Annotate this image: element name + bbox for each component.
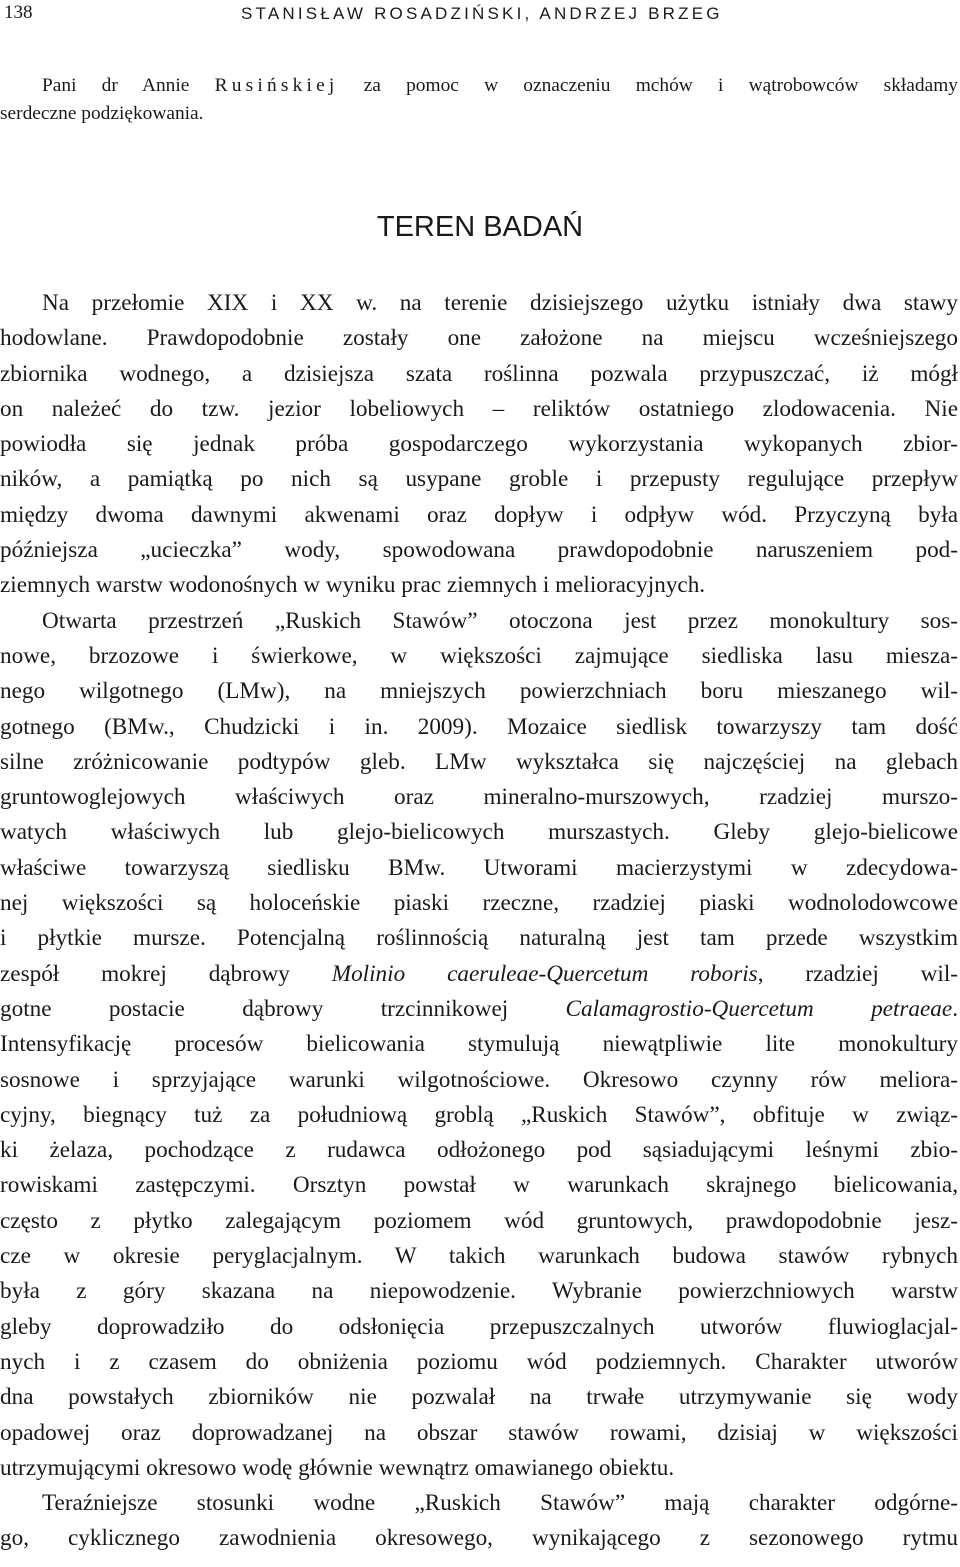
line-text: watych właściwych lub glejo-bielicowych murszastych. Gleby glejo-bielicowe — [0, 819, 958, 846]
body-text — [0, 286, 958, 1557]
text-line — [0, 674, 958, 709]
line-text: go, cyklicznego zawodnienia okresowego, wynikającego z sezonowego rytmu — [0, 1525, 958, 1552]
taxon-name: Calamagrostio-Quercetum petraeae — [565, 995, 953, 1022]
paragraph-1 — [0, 286, 958, 604]
line-text: zespół mokrej dąbrowy — [0, 960, 332, 987]
text-line — [0, 1204, 958, 1239]
line-text: nego wilgotnego (LMw), na mniejszych powierzchniach boru mieszanego wil- — [0, 678, 958, 705]
text-line — [0, 780, 958, 815]
ack-before-name: Pani dr Annie — [42, 75, 215, 96]
line-text: Otwarta przestrzeń „Ruskich Stawów” otoczona jest przez monokultury sos- — [42, 607, 958, 634]
text-line — [0, 710, 958, 745]
line-text: on należeć do tzw. jezior lobeliowych – reliktów ostatniego zlodowacenia. Nie — [0, 395, 958, 422]
ack-after-name: za pomoc w oznaczeniu mchów i wątrobowców składamy — [338, 75, 958, 96]
line-text: i płytkie mursze. Potencjalną roślinnością naturalną jest tam przede wszystkim — [0, 925, 958, 952]
line-text: była z góry skazana na niepowodzenie. Wybranie powierzchniowych warstw — [0, 1278, 958, 1305]
text-line — [0, 886, 958, 921]
text-line — [0, 1416, 958, 1451]
line-text: właściwe towarzyszą siedlisku BMw. Utworami macierzystymi w zdecydowa- — [0, 854, 958, 881]
text-line — [0, 1451, 958, 1486]
text-line — [0, 1133, 958, 1168]
line-text: ziemnych warstw wodonośnych w wyniku prac ziemnych i melioracyjnych. — [0, 572, 706, 599]
line-text: gotne postacie dąbrowy trzcinnikowej — [0, 995, 566, 1022]
text-line — [0, 427, 958, 462]
text-line — [0, 498, 958, 533]
acknowledgement-line-2: serdeczne podziękowania. — [0, 103, 204, 124]
text-line — [0, 604, 958, 639]
page-number: 138 — [4, 2, 33, 23]
line-text: ników, a pamiątką po nich są usypane groble i przepusty regulujące przepływ — [0, 466, 958, 493]
text-line — [0, 286, 958, 321]
text-line — [0, 639, 958, 674]
line-text: między dwoma dawnymi akwenami oraz dopływ i odpływ wód. Przyczyną była — [0, 501, 958, 528]
line-text: opadowej oraz doprowadzanej na obszar stawów rowami, dzisiaj w większości — [0, 1419, 958, 1446]
text-line — [0, 392, 958, 427]
acknowledgement — [0, 72, 958, 128]
line-text: gotnego (BMw., Chudzicki i in. 2009). Mozaice siedlisk towarzyszy tam dość — [0, 713, 958, 740]
text-line — [0, 1098, 958, 1133]
line-text: Na przełomie XIX i XX w. na terenie dzisiejszego użytku istniały dwa stawy — [42, 290, 958, 316]
text-line — [0, 1380, 958, 1415]
text-line — [0, 1310, 958, 1345]
text-line — [0, 921, 958, 956]
text-line — [0, 321, 958, 356]
text-line — [0, 1345, 958, 1380]
line-text: zbiornika wodnego, a dzisiejsza szata roślinna pozwala przypuszczać, iż mógł — [0, 360, 958, 387]
text-line — [0, 462, 958, 497]
text-line — [0, 357, 958, 392]
text-line — [0, 1521, 958, 1556]
paragraph-3 — [0, 1486, 958, 1557]
acknowledgement-line-1 — [0, 72, 958, 100]
line-text: nych i z czasem do obniżenia poziomu wód podziemnych. Charakter utworów — [0, 1348, 958, 1375]
line-text: Teraźniejsze stosunki wodne „Ruskich Stawów” mają charakter odgórne- — [42, 1490, 958, 1517]
line-text: utrzymującymi okresowo wodę głównie wewnątrz omawianego obiektu. — [0, 1454, 675, 1481]
line-text: późniejsza „ucieczka” wody, spowodowana prawdopodobnie naruszeniem pod- — [0, 537, 958, 564]
line-text: Intensyfikację procesów bielicowania stymulują niewątpliwie lite monokultury — [0, 1031, 958, 1058]
section-heading: TEREN BADAŃ — [376, 211, 584, 243]
line-text: rowiskami zastępczymi. Orsztyn powstał w warunkach skrajnego bielicowania, — [0, 1172, 958, 1199]
text-line — [0, 1486, 958, 1521]
line-text: cyjny, biegnący tuż za południową groblą „Ruskich Stawów”, obfituje w związ- — [0, 1101, 958, 1128]
text-line — [0, 815, 958, 850]
line-text: , rzadziej wil- — [757, 960, 959, 987]
line-text: często z płytko zalegającym poziomem wód gruntowych, prawdopodobnie jesz- — [0, 1207, 958, 1234]
line-text: powiodła się jednak próba gospodarczego wykorzystania wykopanych zbior- — [0, 431, 958, 458]
text-line — [0, 1274, 958, 1309]
text-line — [0, 992, 958, 1027]
running-title: STANISŁAW ROSADZIŃSKI, ANDRZEJ BRZEG — [241, 4, 723, 23]
paragraph-2 — [0, 604, 958, 1486]
line-text: hodowlane. Prawdopodobnie zostały one założone na miejscu wcześniejszego — [0, 325, 958, 352]
ack-spaced-name: Rusińskiej — [214, 75, 339, 96]
text-line — [0, 1239, 958, 1274]
line-text: nowe, brzozowe i świerkowe, w większości zajmujące siedliska lasu miesza- — [0, 642, 958, 669]
text-line — [0, 568, 958, 603]
text-line — [0, 533, 958, 568]
text-line — [0, 1168, 958, 1203]
line-text: cze w okresie peryglacjalnym. W takich warunkach budowa stawów rybnych — [0, 1243, 958, 1270]
text-line — [0, 851, 958, 886]
text-line — [0, 1063, 958, 1098]
line-text: sosnowe i sprzyjające warunki wilgotnościowe. Okresowo czynny rów meliora- — [0, 1066, 958, 1093]
line-text: gruntowoglejowych właściwych oraz mineralno-murszowych, rzadziej murszo- — [0, 784, 958, 811]
line-text: silne zróżnicowanie podtypów gleb. LMw wykształca się najczęściej na glebach — [0, 748, 958, 775]
line-text: dna powstałych zbiorników nie pozwalał na trwałe utrzymywanie się wody — [0, 1384, 958, 1411]
text-line — [0, 957, 958, 992]
line-text: ki żelaza, pochodzące z rudawca odłożonego pod sąsiadującymi leśnymi zbio- — [0, 1137, 958, 1164]
text-line — [0, 1027, 958, 1062]
taxon-name: Molinio caeruleae-Quercetum roboris — [331, 960, 758, 987]
line-text: nej większości są holoceńskie piaski rzeczne, rzadziej piaski wodnolodowcowe — [0, 890, 958, 917]
running-header — [0, 2, 960, 24]
line-text: gleby doprowadziło do odsłonięcia przepuszczalnych utworów fluwioglacjal- — [0, 1313, 958, 1340]
text-line — [0, 745, 958, 780]
line-text: . — [952, 995, 958, 1022]
